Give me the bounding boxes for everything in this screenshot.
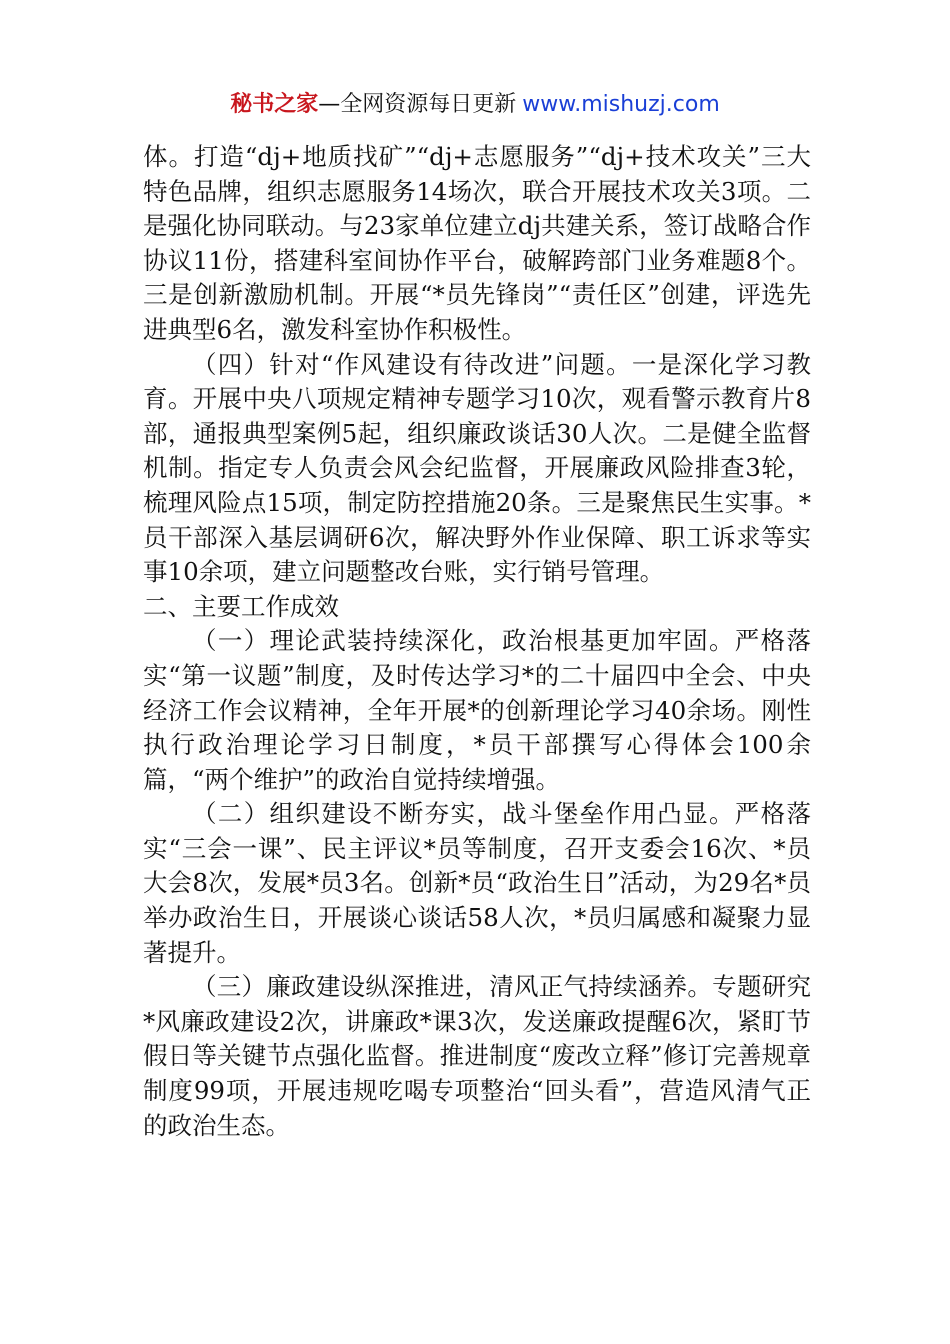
site-tagline: —全网资源每日更新 [318,92,517,117]
paragraph-result-2: （二）组织建设不断夯实，战斗堡垒作用凸显。严格落实“三会一课”、民主评议*员等制度，召开支委会16次、*员大会8次，发展*员3名。创新*员“政治生日”活动，为29名*员举办政治生日，开展谈心谈话58人次，*员归属感和凝聚力显著提升。 [143,799,811,967]
site-brand: 秘书之家 [230,92,319,117]
document-body [143,140,811,1143]
paragraph-result-3: （三）廉政建设纵深推进，清风正气持续涵养。专题研究*风廉政建设2次，讲廉政*课3次，发送廉政提醒6次，紧盯节假日等关键节点强化监督。推进制度“废改立释”修订完善规章制度99项，开展违规吃喝专项整治“回头看”，营造风清气正的政治生态。 [143,972,811,1140]
section-heading: 二、主要工作成效 [143,591,339,621]
site-header [0,88,950,122]
paragraph-item-4: （四）针对“作风建设有待改进”问题。一是深化学习教育。开展中央八项规定精神专题学习10次，观看警示教育片8部，通报典型案例5起，组织廉政谈话30人次。二是健全监督机制。指定专人负责会风会纪监督，开展廉政风险排查3轮，梳理风险点15项，制定防控措施20条。三是聚焦民生实事。*员干部深入基层调研6次，解决野外作业保障、职工诉求等实事10余项，建立问题整改台账，实行销号管理。 [143,349,811,587]
site-url-link[interactable]: www.mishuzj.com [522,92,720,117]
paragraph-continuation: 体。打造“dj+地质找矿”“dj+志愿服务”“dj+技术攻关”三大特色品牌，组织志愿服务14场次，联合开展技术攻关3项。二是强化协同联动。与23家单位建立dj共建关系，签订战略合作协议11份，搭建科室间协作平台，破解跨部门业务难题8个。三是创新激励机制。开展“*员先锋岗”“责任区”创建，评选先进典型6名，激发科室协作积极性。 [143,142,811,344]
paragraph-result-1: （一）理论武装持续深化，政治根基更加牢固。严格落实“第一议题”制度，及时传达学习*的二十届四中全会、中央经济工作会议精神，全年开展*的创新理论学习40余场。刚性执行政治理论学习日制度，*员干部撰写心得体会100余篇，“两个维护”的政治自觉持续增强。 [143,626,811,794]
